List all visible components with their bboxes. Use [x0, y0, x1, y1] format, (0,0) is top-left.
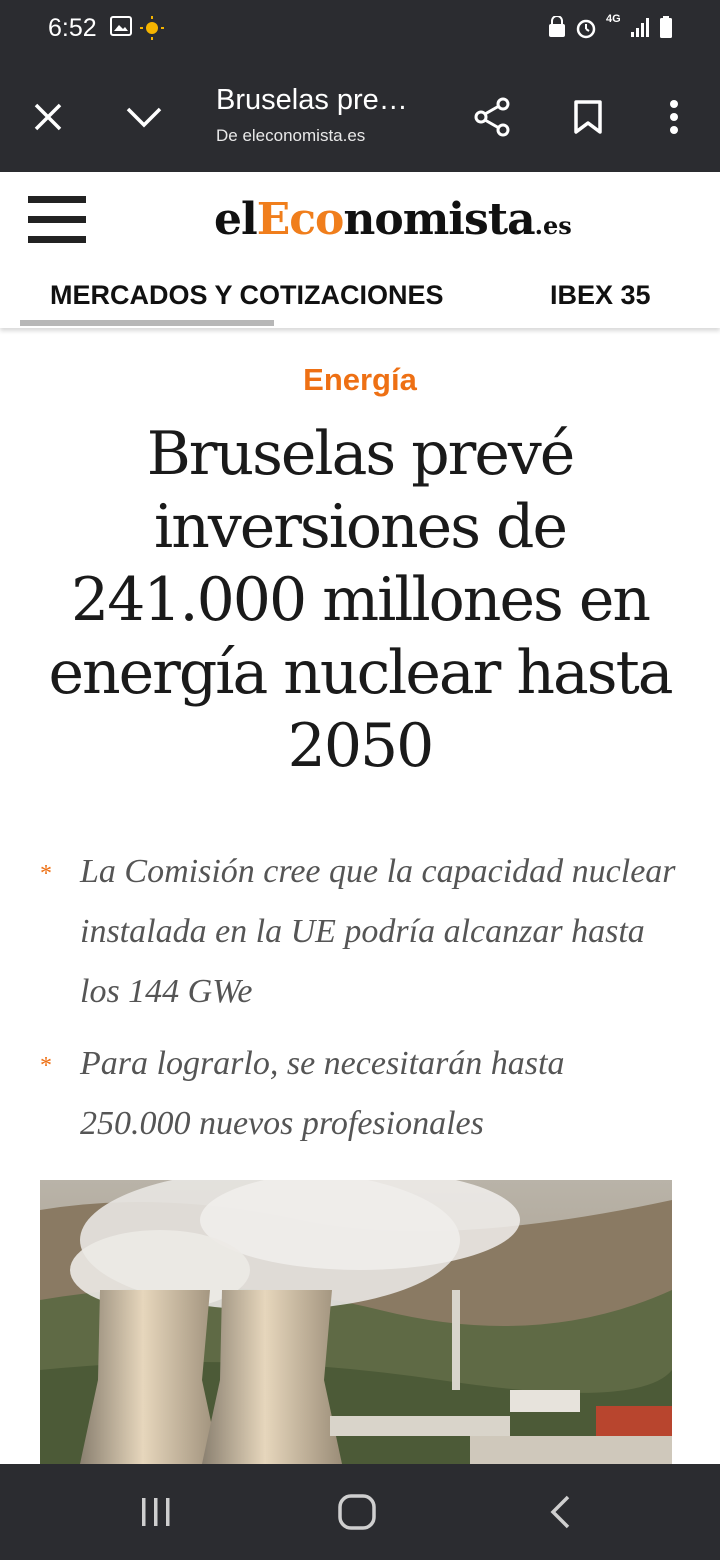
back-icon: [548, 1494, 572, 1530]
nav-tab-mercados[interactable]: MERCADOS Y COTIZACIONES: [50, 280, 444, 310]
home-icon: [337, 1493, 377, 1531]
battery-icon: [660, 16, 672, 43]
logo-accent: Eco: [256, 194, 344, 245]
nav-tab-ibex35[interactable]: IBEX 35: [550, 280, 651, 310]
page-domain: De eleconomista.es: [216, 126, 366, 145]
page-title: Bruselas pre…: [216, 84, 408, 116]
signal-icon: [630, 16, 652, 43]
hamburger-line: [28, 236, 86, 243]
logo-part: el: [214, 194, 257, 245]
article-section-label[interactable]: Energía: [303, 362, 417, 397]
logo-suffix: .es: [534, 211, 572, 240]
bullet-icon: *: [40, 1053, 52, 1079]
close-icon: [33, 102, 63, 132]
summary-text: La Comisión cree que la capacidad nuclear instalada en la UE podría alcanzar hasta los 144 GWe: [80, 853, 676, 1010]
menu-button[interactable]: [28, 196, 86, 246]
logo-part: nomista: [343, 194, 535, 245]
more-vert-icon: [669, 99, 679, 135]
back-button[interactable]: [530, 1482, 590, 1542]
hamburger-line: [28, 216, 86, 223]
site-header: [0, 172, 720, 328]
hamburger-icon: [28, 196, 86, 203]
home-button[interactable]: [327, 1482, 387, 1542]
recents-icon: [139, 1495, 173, 1529]
bullet-icon: *: [40, 861, 52, 887]
summary-item: [40, 842, 680, 1022]
sun-icon: [140, 16, 164, 45]
status-bar: [0, 0, 720, 62]
recents-button[interactable]: [126, 1482, 186, 1542]
image-icon: [110, 16, 132, 41]
minimize-button[interactable]: [114, 87, 174, 147]
lock-icon: [548, 16, 566, 43]
summary-item: [40, 1034, 680, 1154]
chevron-down-icon: [125, 105, 163, 129]
article-headline: Bruselas prevé inversiones de 241.000 millones en energía nuclear hasta 2050: [48, 419, 672, 781]
summary-text: Para lograrlo, se necesitarán hasta 250.000 nuevos profesionales: [80, 1045, 565, 1142]
browser-toolbar: [0, 62, 720, 172]
more-options-button[interactable]: [644, 87, 704, 147]
close-button[interactable]: [18, 87, 78, 147]
bookmark-button[interactable]: [558, 87, 618, 147]
share-icon: [473, 97, 511, 137]
article-summary: [40, 842, 680, 1166]
alarm-icon: [574, 16, 598, 45]
bookmark-icon: [573, 99, 603, 135]
site-logo[interactable]: [214, 194, 572, 245]
share-button[interactable]: [462, 87, 522, 147]
nav-active-indicator: [20, 320, 274, 326]
network-4g-icon: 4G: [606, 13, 621, 25]
article-photo: [40, 1180, 672, 1464]
system-nav-bar: [0, 1464, 720, 1560]
status-time: 6:52: [48, 14, 97, 42]
